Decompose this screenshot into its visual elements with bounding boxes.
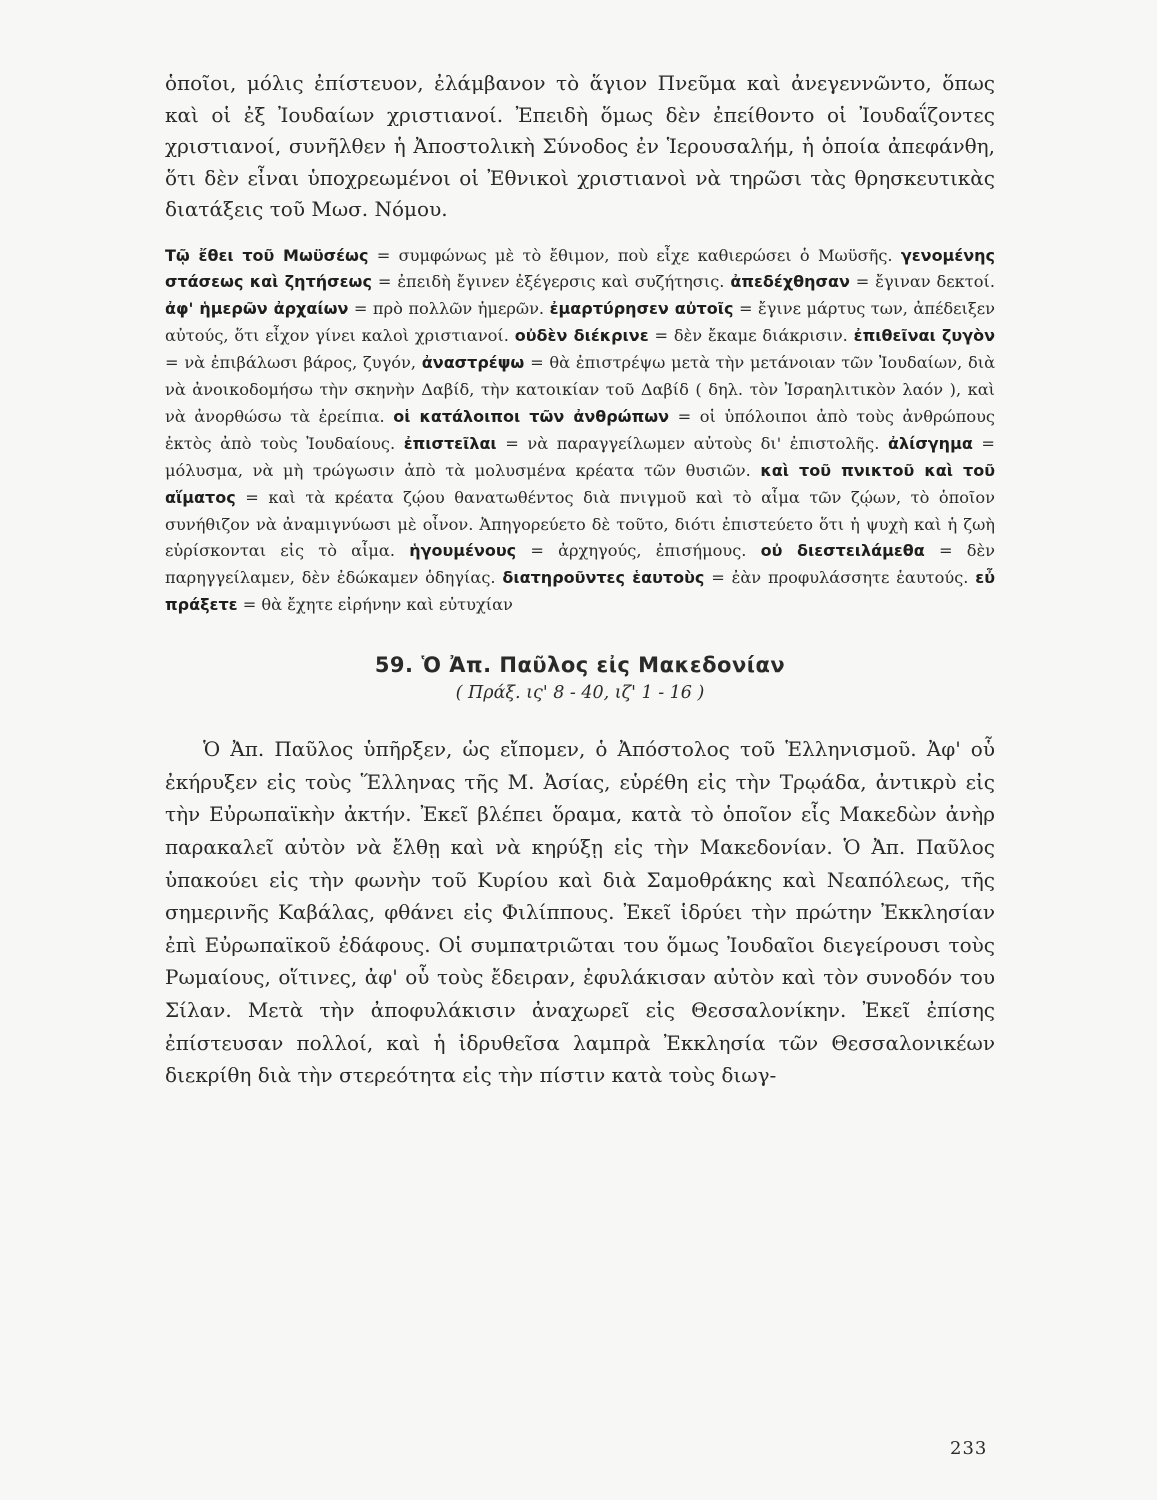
gloss-definition: = ἔγιναν δεκτοί.: [849, 272, 995, 292]
gloss-term: ἀναστρέψω: [421, 353, 525, 373]
gloss-term: ἡγουμένους: [409, 541, 517, 561]
gloss-term: ἐπιστεῖλαι: [403, 433, 497, 453]
intro-paragraph: ὁποῖοι, μόλις ἐπίστευον, ἐλάμβανον τὸ ἅγιον Πνεῦμα καὶ ἀνεγεννῶντο, ὅπως καὶ οἱ ἐξ Ἰουδαίων χριστιανοί. Ἐπειδὴ ὅμως δὲν ἐπείθοντο οἱ Ἰουδαΐζοντες χριστιανοί, συνῆλθεν ἡ Ἀποστολικὴ Σύνοδος ἐν Ἱερουσαλήμ, ἡ ὁποία ἀπεφάνθη, ὅτι δὲν εἶναι ὑποχρεωμένοι οἱ Ἐθνικοὶ χριστιανοὶ νὰ τηρῶσι τὰς θρησκευτικὰς διατάξεις τοῦ Μωσ. Νόμου.: [165, 71, 995, 221]
gloss-term: ἐπιθεῖναι ζυγὸν: [853, 326, 996, 346]
section-reference: ( Πράξ. ις' 8 - 40, ιζ' 1 - 16 ): [455, 683, 705, 704]
body-paragraph: Ὁ Ἀπ. Παῦλος ὑπῆρξεν, ὡς εἴπομεν, ὁ Ἀπόστολος τοῦ Ἑλληνισμοῦ. Ἀφ' οὗ ἐκήρυξεν εἰς τοὺς Ἕλληνας τῆς Μ. Ἀσίας, εὑρέθη εἰς τὴν Τρῳάδα, ἀντικρὺ εἰς τὴν Εὐρωπαϊκὴν ἀκτήν. Ἐκεῖ βλέπει ὅραμα, κατὰ τὸ ὁποῖον εἷς Μακεδὼν ἀνὴρ παρακαλεῖ αὐτὸν νὰ ἔλθῃ καὶ νὰ κηρύξῃ εἰς τὴν Μακεδονίαν. Ὁ Ἀπ. Παῦλος ὑπακούει εἰς τὴν φωνὴν τοῦ Κυρίου καὶ διὰ Σαμοθράκης καὶ Νεαπόλεως, τῆς σημερινῆς Καβάλας, φθάνει εἰς Φιλίππους. Ἐκεῖ ἱδρύει τὴν πρώτην Ἐκκλησίαν ἐπὶ Εὐρωπαϊκοῦ ἐδάφους. Οἱ συμπατριῶται του ὅμως Ἰουδαῖοι διεγείρουσι τοὺς Ρωμαίους, οἵτινες, ἀφ' οὗ τοὺς ἔδειραν, ἐφυλάκισαν αὐτὸν καὶ τὸν συνοδόν του Σίλαν. Μετὰ τὴν ἀποφυλάκισιν ἀναχωρεῖ εἰς Θεσσαλονίκην. Ἐκεῖ ἐπίσης ἐπίστευσαν πολλοί, καὶ ἡ ἱδρυθεῖσα λαμπρὰ Ἐκκλησία τῶν Θεσσαλονικέων διεκρίθη διὰ τὴν στερεότητα εἰς τὴν πίστιν κατὰ τοὺς διωγ-: [165, 737, 995, 1088]
section-title: 59. Ὁ Ἀπ. Παῦλος εἰς Μακεδονίαν: [374, 653, 786, 678]
gloss-definition: = πρὸ πολλῶν ἡμερῶν.: [348, 299, 550, 319]
gloss-definition: = ἔγινε μάρτυς των, ἀπέδειξεν αὐτούς, ὅτι εἶχον γίνει καλοὶ χριστιανοί.: [165, 299, 995, 346]
gloss-term: οἱ κατάλοιποι τῶν ἀνθρώπων: [393, 406, 670, 426]
gloss-term: ἀπεδέχθησαν: [730, 272, 850, 292]
gloss-definition: = οἱ ὑπόλοιποι ἀπὸ τοὺς ἀνθρώπους ἐκτὸς ἀπὸ τοὺς Ἰουδαίους.: [165, 406, 996, 453]
gloss-definition: = μόλυσμα, νὰ μὴ τρώγωσιν ἀπὸ τὰ μολυσμένα κρέατα τῶν θυσιῶν.: [165, 433, 995, 480]
gloss-term: ἀλίσγημα: [887, 433, 973, 453]
gloss-definition: = συμφώνως μὲ τὸ ἔθιμον, ποὺ εἶχε καθιερώσει ὁ Μωϋσῆς.: [368, 245, 901, 265]
gloss-term: καὶ τοῦ πνικτοῦ καὶ τοῦ αἵματος: [165, 460, 995, 507]
gloss-definition: = ἐὰν προφυλάσσητε ἑαυτούς.: [704, 568, 976, 588]
gloss-term: εὖ πράξετε: [165, 568, 995, 615]
gloss-term: ἐμαρτύρησεν αὐτοῖς: [549, 299, 734, 319]
glossary-paragraph: [165, 243, 995, 620]
page: [165, 68, 995, 1092]
gloss-definition: = θὰ ἔχητε εἰρήνην καὶ εὐτυχίαν: [237, 595, 513, 615]
gloss-term: Τῷ ἔθει τοῦ Μωϋσέως: [165, 245, 369, 265]
gloss-definition: = νὰ παραγγείλωμεν αὐτοὺς δι' ἐπιστολῆς.: [496, 433, 888, 453]
gloss-definition: = θὰ ἐπιστρέψω μετὰ τὴν μετάνοιαν τῶν Ἰουδαίων, διὰ νὰ ἀνοικοδομήσω τὴν σκηνὴν Δαβίδ, τὴν κατοικίαν τοῦ Δαβίδ ( δηλ. τὸν Ἰσραηλιτικὸν λαόν ), καὶ νὰ ἀνορθώσω τὰ ἐρείπια.: [165, 353, 996, 426]
gloss-term: οὐδὲν διέκρινε: [514, 326, 649, 346]
gloss-definition: = δὲν ἔκαμε διάκρισιν.: [648, 326, 854, 346]
gloss-term: γενομένης στάσεως καὶ ζητήσεως: [165, 245, 996, 292]
gloss-definition: = καὶ τὰ κρέατα ζῴου θανατωθέντος διὰ πνιγμοῦ καὶ τὸ αἷμα τῶν ζῴων, τὸ ὁποῖον συνήθιζον νὰ ἀναμιγνύωσι μὲ οἶνον. Ἀπηγορεύετο δὲ τοῦτο, διότι ἐπιστεύετο ὅτι ἡ ψυχὴ καὶ ἡ ζωὴ εὑρίσκονται εἰς τὸ αἷμα.: [165, 487, 995, 561]
gloss-definition: = νὰ ἐπιβάλωσι βάρος, ζυγόν,: [165, 353, 422, 373]
gloss-definition: = ἐπειδὴ ἔγινεν ἐξέγερσις καὶ συζήτησις.: [371, 272, 731, 292]
gloss-term: ἀφ' ἡμερῶν ἀρχαίων: [165, 299, 349, 319]
gloss-definition: = δὲν παρηγγείλαμεν, δὲν ἐδώκαμεν ὁδηγίας.: [165, 541, 995, 588]
gloss-term: διατηροῦντες ἑαυτοὺς: [502, 568, 705, 588]
gloss-term: οὐ διεστειλάμεθα: [760, 541, 925, 561]
gloss-definition: = ἀρχηγούς, ἐπισήμους.: [516, 541, 761, 561]
page-number: 233: [950, 1438, 988, 1459]
